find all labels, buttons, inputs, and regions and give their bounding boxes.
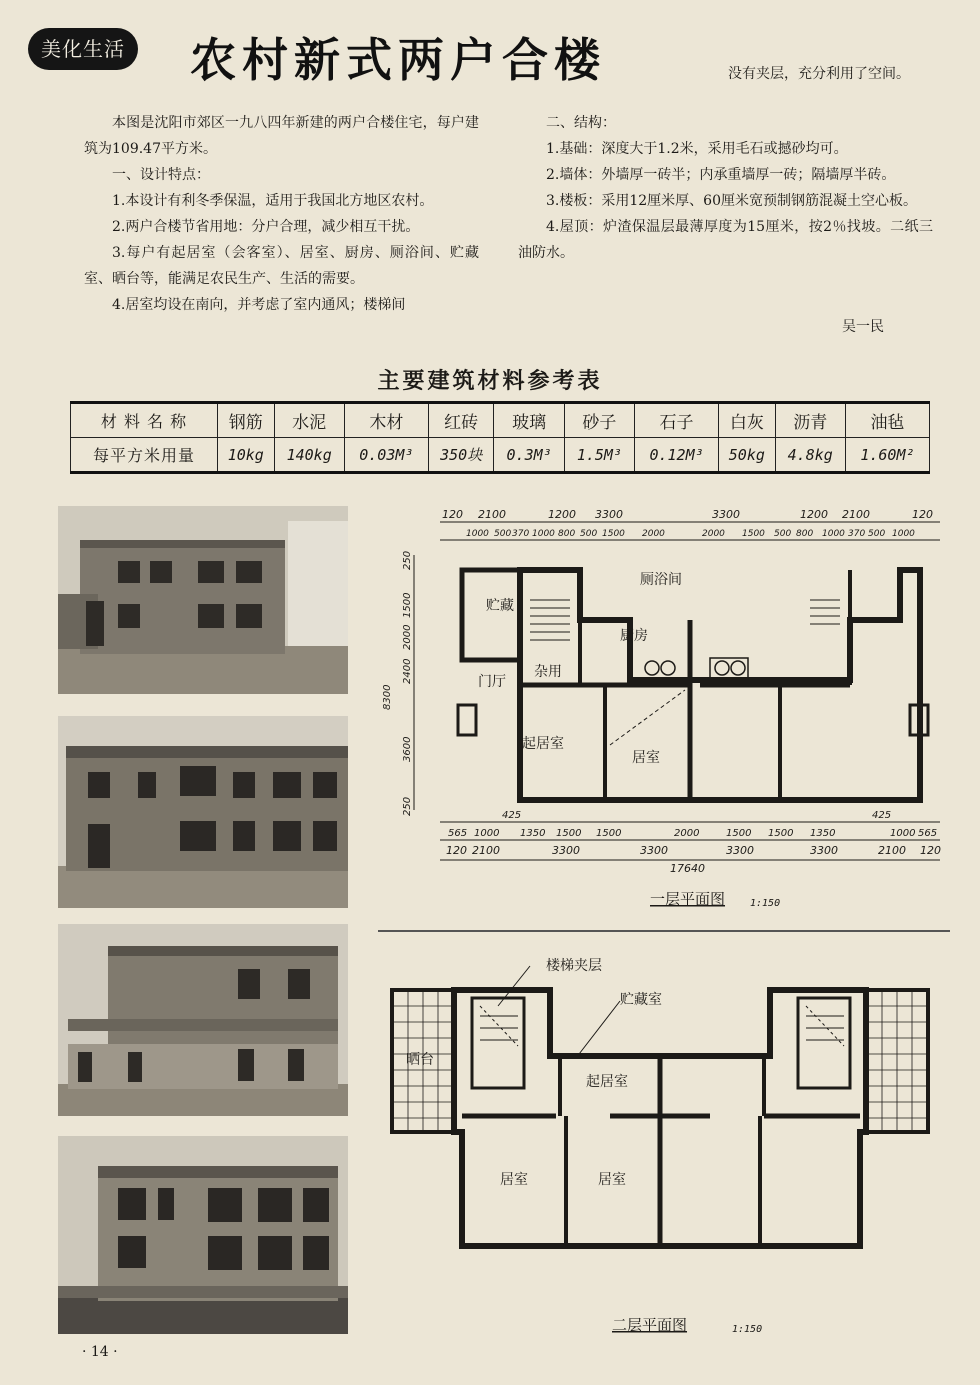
section-divider [378,930,950,932]
room-label-living: 起居室 [522,736,564,752]
dim-label: 2000 [402,624,413,650]
table-cell: 1.5M³ [564,438,634,473]
dim-label: 500 [494,529,512,539]
table-header-cell: 木材 [344,403,428,438]
first-floor-plan [370,500,950,920]
dim-label: 1000 [892,529,915,539]
body-column-left [84,110,479,318]
paragraph: 3.楼板：采用12厘米厚、60厘米宽预制钢筋混凝土空心板。 [546,193,917,209]
table-cell: 10kg [218,438,275,473]
dim-label: 2100 [478,508,506,521]
table-header-cell: 砂子 [564,403,634,438]
room-label-storage: 贮藏室 [620,992,662,1008]
dim-label: 1200 [800,508,828,521]
table-header-cell: 沥青 [775,403,845,438]
room-label-bedroom: 居室 [632,750,660,766]
paragraph: 3.每户有起居室（会客室）、居室、厨房、厕浴间、贮藏室、晒台等，能满足农民生产、生活的需要。 [84,245,479,287]
table-cell: 0.03M³ [344,438,428,473]
dim-label: 3600 [402,736,413,762]
column-badge: 美化生活 [28,28,138,70]
table-header-cell: 水泥 [274,403,344,438]
table-header-cell: 红砖 [428,403,494,438]
body-column-right [518,110,933,266]
dim-label: 1500 [602,529,625,539]
text-continuation: 没有夹层，充分利用了空间。 [728,66,910,82]
materials-table [70,401,930,474]
room-label-storage: 贮藏 [486,598,514,614]
paragraph: 2.墙体：外墙厚一砖半；内承重墙厚一砖；隔墙厚半砖。 [546,167,896,183]
second-floor-plan [380,946,950,1356]
plan-scale: 1:150 [750,898,781,909]
table-header-row [71,403,930,438]
dim-label: 1500 [742,529,765,539]
house-photo-1 [58,506,348,694]
paragraph: 4.居室均设在南向，并考虑了室内通风；楼梯间 [112,297,406,313]
dim-label: 120 [920,844,941,857]
dim-label: 1000 [466,529,489,539]
room-label-terrace: 晒台 [406,1052,434,1068]
dim-label: 425 [502,810,522,821]
dim-label: 500 [868,529,886,539]
paragraph: 1.基础：深度大于1.2米，采用毛石或撼砂均可。 [546,141,848,157]
table-row-label: 每平方米用量 [71,438,218,473]
room-label-bedroom: 居室 [500,1172,528,1188]
dim-total: 17640 [670,862,705,875]
dim-label: 2100 [472,844,500,857]
dim-label: 1500 [768,828,794,839]
materials-table-title: 主要建筑材料参考表 [377,369,603,394]
room-label-utility: 杂用 [534,664,562,680]
table-header-cell: 白灰 [719,403,776,438]
dim-label: 1500 [726,828,752,839]
table-cell: 4.8kg [775,438,845,473]
dim-label: 2100 [842,508,870,521]
room-label-bath: 厕浴间 [640,572,682,588]
dim-label: 2100 [878,844,906,857]
dim-label: 120 [442,508,463,521]
paragraph: 一、设计特点： [112,167,210,183]
table-header-cell: 石子 [635,403,719,438]
dim-label: 1500 [402,592,413,618]
plan-scale: 1:150 [732,1324,763,1335]
table-header-cell: 油毡 [845,403,929,438]
dim-label: 3300 [712,508,740,521]
dim-label: 800 [796,529,814,539]
dim-label: 370 [848,529,866,539]
paragraph: 二、结构： [546,115,616,131]
author-name: 吴一民 [842,319,884,335]
page-number: · 14 · [82,1344,118,1360]
dim-label: 425 [872,810,892,821]
table-cell: 0.3M³ [494,438,564,473]
dim-label: 1000 [890,828,916,839]
table-header-cell: 材 料 名 称 [71,403,218,438]
dim-label: 565 [918,828,938,839]
plan-caption: 一层平面图 [650,890,726,908]
dim-label: 1200 [548,508,576,521]
table-row [71,438,930,473]
house-photo-3 [58,924,348,1116]
dim-height-total: 8300 [382,684,393,710]
dim-label: 800 [558,529,576,539]
room-label-living: 起居室 [586,1074,628,1090]
room-label-bedroom: 居室 [598,1172,626,1188]
dim-label: 120 [912,508,933,521]
dim-label: 2000 [642,529,665,539]
dim-label: 1000 [822,529,845,539]
paragraph: 4.屋顶：炉渣保温层最薄厚度为15厘米，按2％找坡。二纸三油防水。 [518,219,933,261]
plan-caption: 二层平面图 [612,1316,688,1334]
table-header-cell: 玻璃 [494,403,564,438]
table-cell: 140kg [274,438,344,473]
room-label-stair-mezzanine: 楼梯夹层 [546,958,602,974]
dim-label: 3300 [595,508,623,521]
dim-label: 3300 [640,844,668,857]
dim-label: 120 [446,844,467,857]
dim-label: 1000 [474,828,500,839]
dim-label: 3300 [810,844,838,857]
paragraph: 2.两户合楼节省用地：分户合理，减少相互干扰。 [112,219,420,235]
dim-label: 1500 [596,828,622,839]
dim-label: 1000 [532,529,555,539]
dim-label: 565 [448,828,468,839]
paragraph: 本图是沈阳市郊区一九八四年新建的两户合楼住宅，每户建筑为109.47平方米。 [84,115,479,157]
dim-label: 500 [774,529,792,539]
table-cell: 50kg [719,438,776,473]
dim-label: 3300 [726,844,754,857]
dim-label: 3300 [552,844,580,857]
room-label-hall: 门厅 [478,674,506,690]
dim-label: 1500 [556,828,582,839]
table-cell: 0.12M³ [635,438,719,473]
house-photo-4 [58,1136,348,1334]
paragraph: 1.本设计有利冬季保温，适用于我国北方地区农村。 [112,193,434,209]
dim-label: 370 [512,529,530,539]
dim-label: 2000 [674,828,700,839]
table-cell: 1.60M² [845,438,929,473]
dim-label: 250 [402,796,413,816]
article-title: 农村新式两户合楼 [190,33,606,87]
dim-label: 1350 [810,828,836,839]
house-photo-2 [58,716,348,908]
room-label-kitchen: 厨房 [620,628,648,644]
table-cell: 350块 [428,438,494,473]
table-header-cell: 钢筋 [218,403,275,438]
dim-label: 1350 [520,828,546,839]
dim-label: 2000 [702,529,725,539]
dim-label: 500 [580,529,598,539]
dim-label: 2400 [402,658,413,684]
dim-label: 250 [402,550,413,570]
